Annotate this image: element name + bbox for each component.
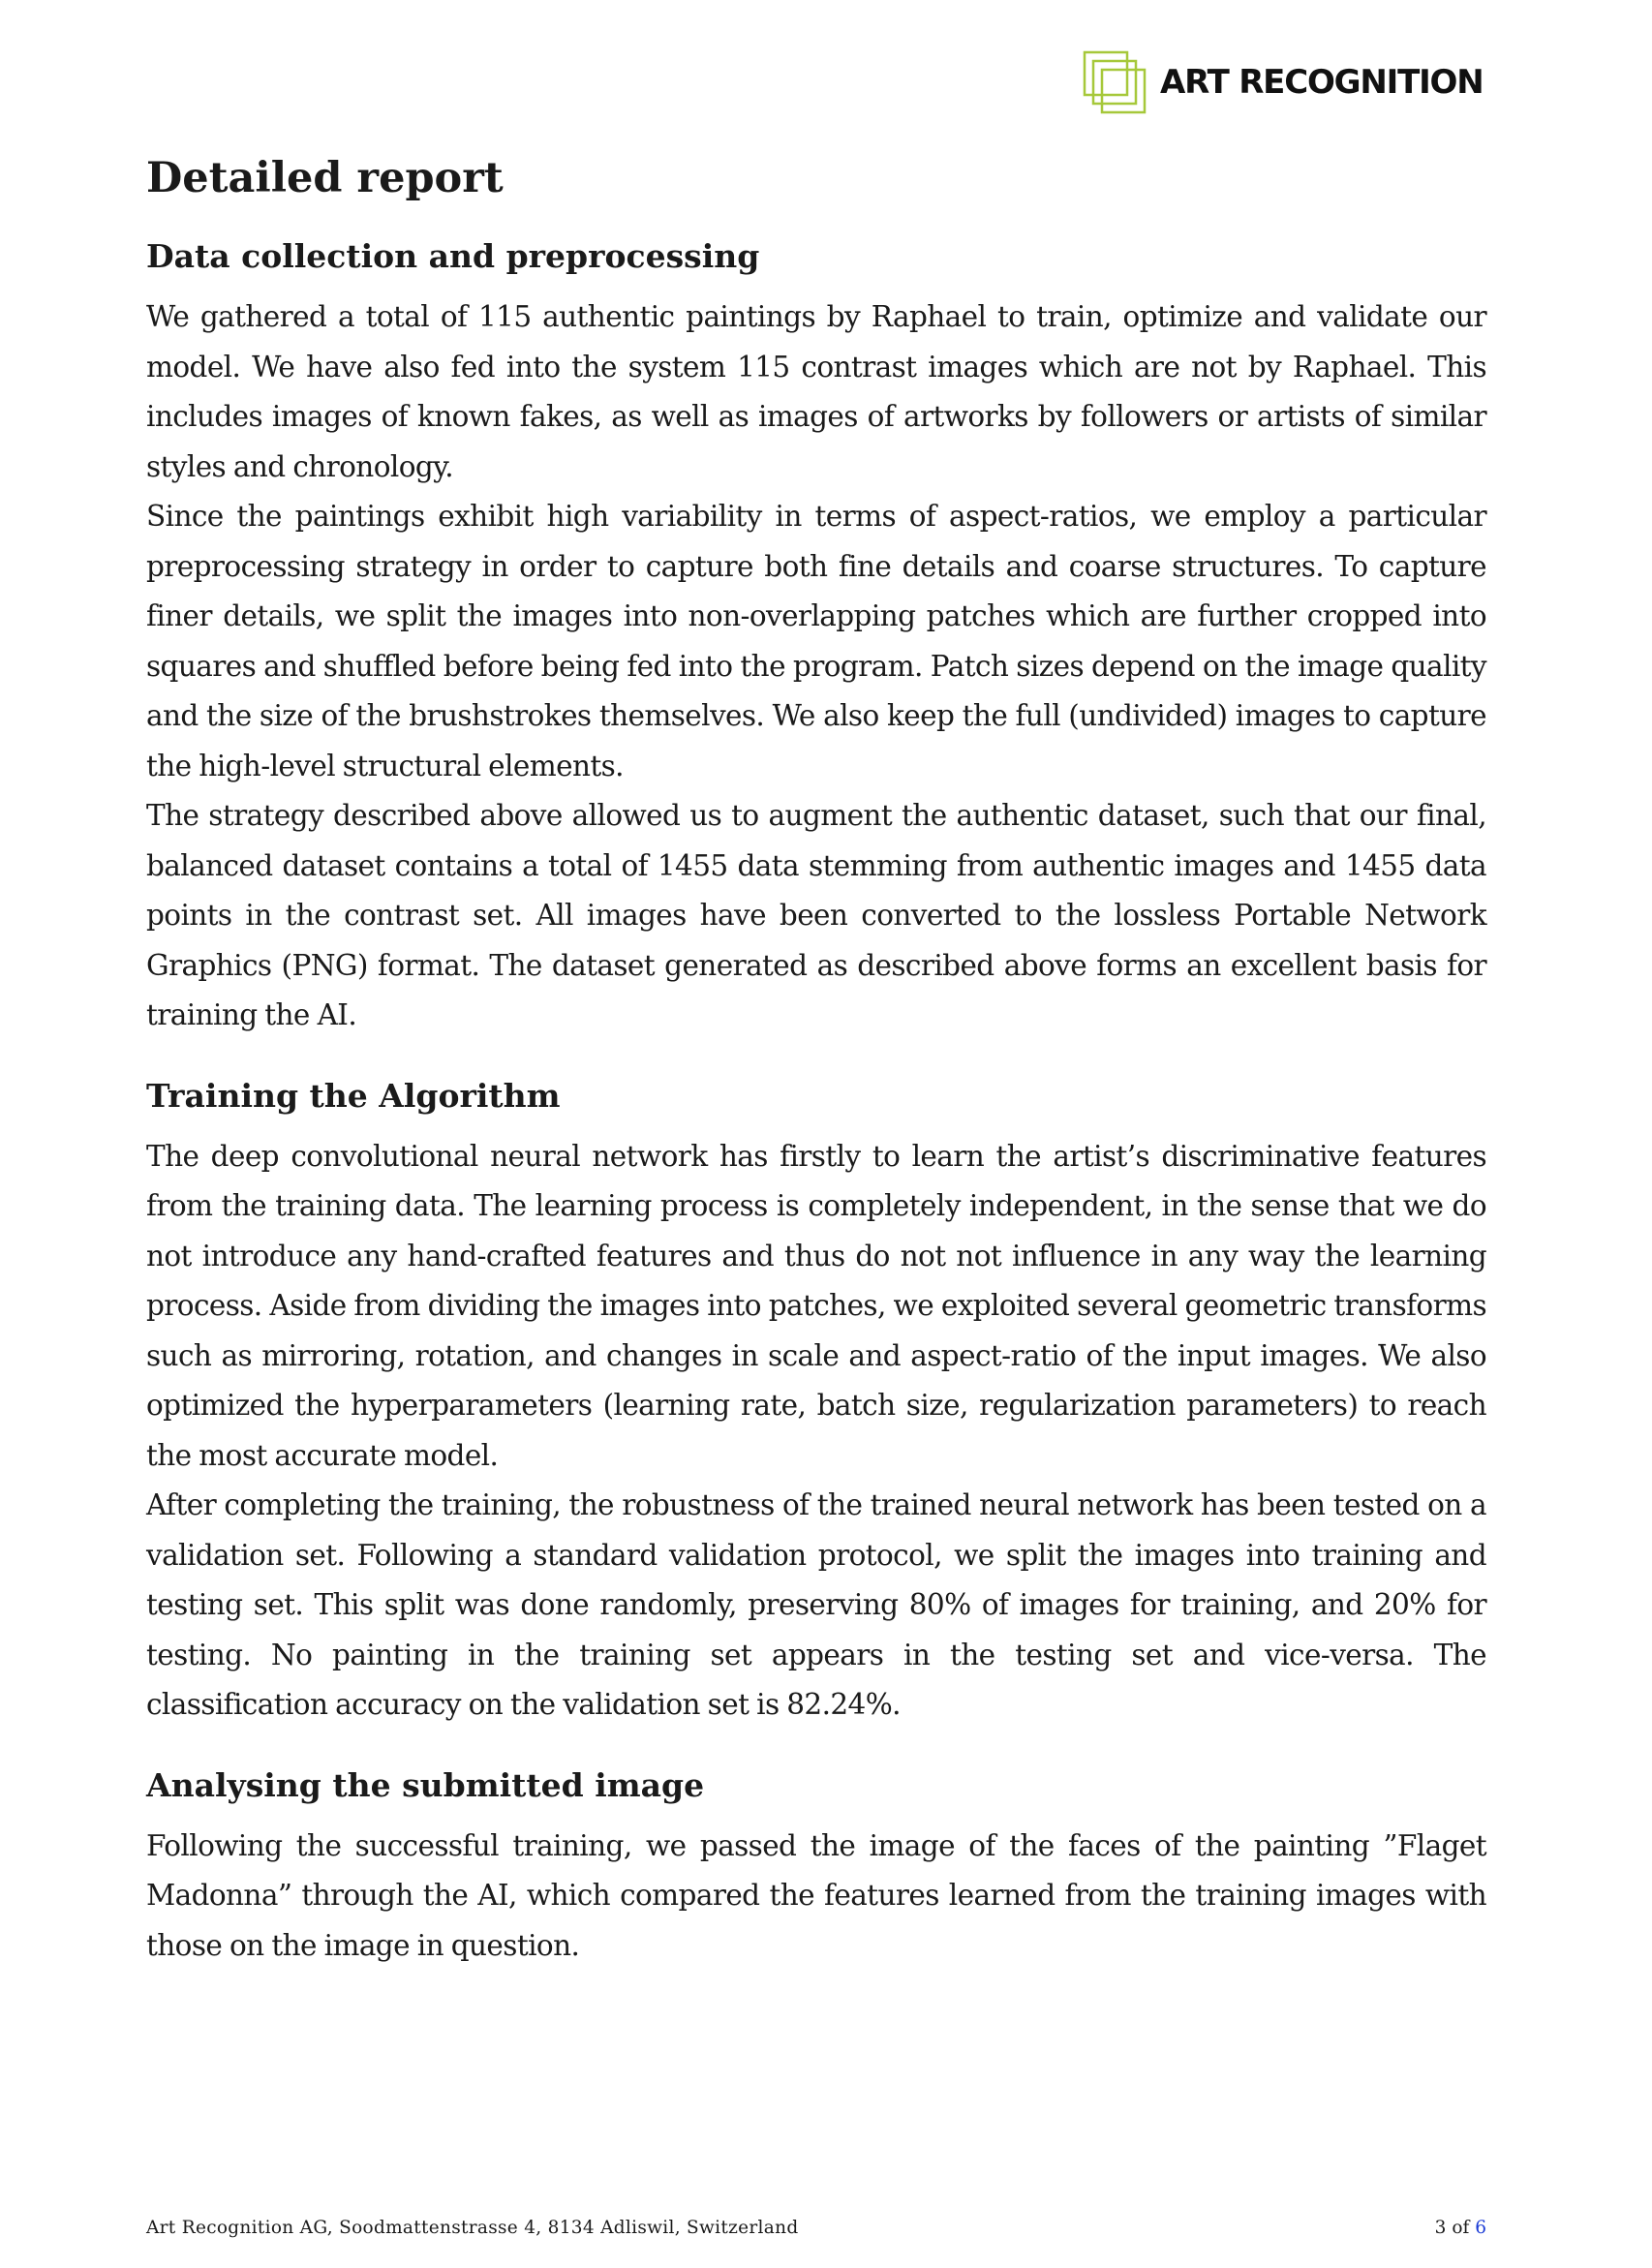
logo-text: ART RECOGNITION [1160, 63, 1484, 102]
page-total-link[interactable]: 6 [1475, 2218, 1486, 2238]
section-heading-data-collection: Data collection and preprocessing [146, 237, 760, 275]
paragraph: Since the paintings exhibit high variability in terms of aspect-ratios, we employ a particular preprocessing strategy in order to capture both fine details and coarse structures. To capture finer details, we split the images into non-overlapping patches which are further cropped into squares and shuffled before being fed into the program. Patch sizes depend on the image quality and the size of the brushstrokes themselves. We also keep the full (undivided) images to capture the high-level structural elements. [146, 500, 1486, 782]
page-title: Detailed report [146, 154, 504, 202]
paragraph: The deep convolutional neural network has firstly to learn the artist’s discriminative features from the training data. The learning process is completely independent, in the sense that we do not introduce any hand-crafted features and thus do not not influence in any way the learning process. Aside from dividing the images into patches, we exploited several geometric transforms such as mirroring, rotation, and changes in scale and aspect-ratio of the input images. We also optimized the hyperparameters (learning rate, batch size, regularization parameters) to reach the most accurate model. [146, 1139, 1486, 1472]
footer-address: Art Recognition AG, Soodmattenstrasse 4, 8134 Adliswil, Switzerland [146, 2218, 799, 2238]
section-heading-analysis: Analysing the submitted image [146, 1765, 705, 1804]
report-body [146, 145, 1486, 1971]
page-number [1435, 2218, 1486, 2238]
paragraph: We gathered a total of 115 authentic paintings by Raphael to train, optimize and validate our model. We have also fed into the system 115 contrast images which are not by Raphael. This includes images of known fakes, as well as images of artworks by followers or artists of similar styles and chronology. [146, 300, 1486, 483]
page-current: 3 [1434, 2218, 1447, 2238]
logo-squares-icon [1083, 50, 1147, 114]
paragraph: The strategy described above allowed us to augment the authentic dataset, such that our final, balanced dataset contains a total of 1455 data stemming from authentic images and 1455 data points in the contrast set. All images have been converted to the lossless Portable Network Graphics (PNG) format. The dataset generated as described above forms an excellent basis for training the AI. [146, 799, 1486, 1031]
company-logo [1083, 50, 1483, 114]
paragraph: After completing the training, the robustness of the trained neural network has been tested on a validation set. Following a standard validation protocol, we split the images into training and testing set. This split was done randomly, preserving 80% of images for training, and 20% for testing. No painting in the training set appears in the testing set and vice-versa. The classification accuracy on the validation set is 82.24%. [146, 1488, 1486, 1721]
section-heading-training: Training the Algorithm [146, 1076, 561, 1115]
page-of: of [1452, 2218, 1470, 2238]
paragraph: Following the successful training, we passed the image of the faces of the painting ”Flaget Madonna” through the AI, which compared the features learned from the training images with those on the image in question. [146, 1828, 1486, 1962]
